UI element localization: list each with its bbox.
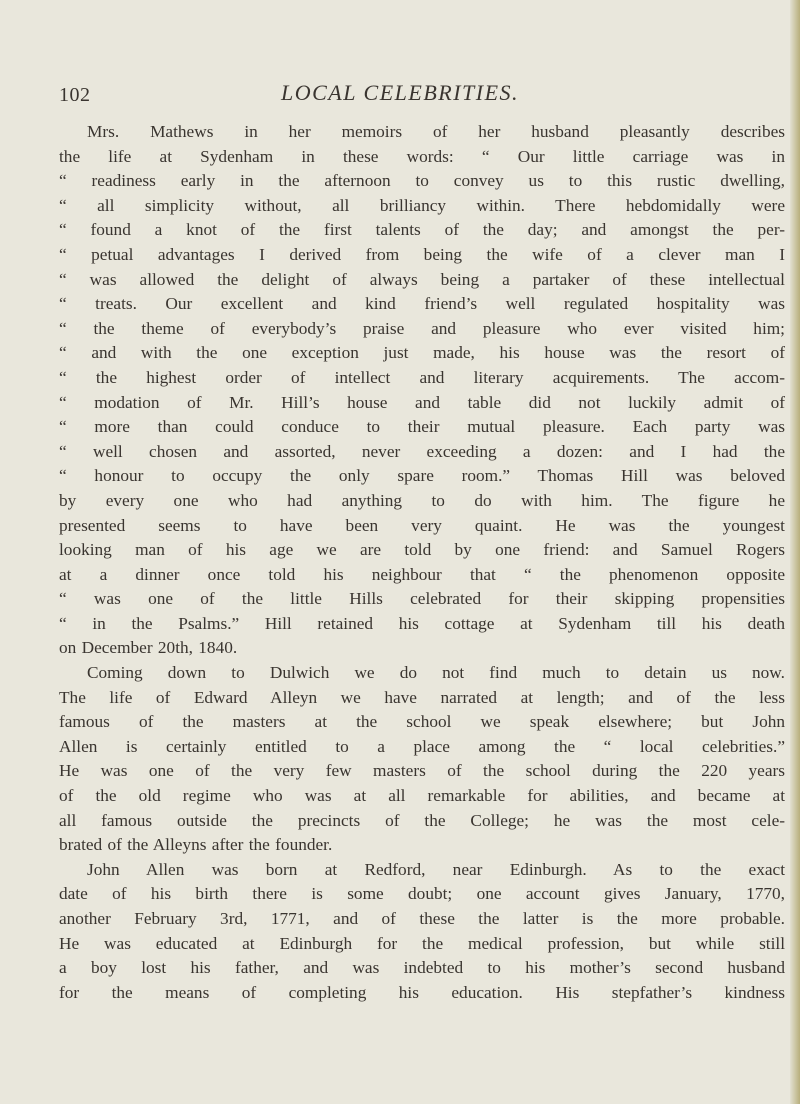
text-line: by every one who had anything to do with him. The figure he <box>59 490 785 510</box>
text-line: “ was allowed the delight of always being a partaker of these intellectual <box>59 269 785 289</box>
page-number: 102 <box>59 84 91 106</box>
text-line: “ more than could conduce to their mutual pleasure. Each party was <box>59 417 785 437</box>
text-line: looking man of his age we are told by one friend: and Samuel Rogers <box>59 540 785 560</box>
text-line: presented seems to have been very quaint. He was the youngest <box>59 515 785 535</box>
text-line: “ found a knot of the first talents of the day; and amongst the per- <box>59 220 785 240</box>
text-line: “ was one of the little Hills celebrated for their skipping propensities <box>59 589 785 609</box>
text-line: Coming down to Dulwich we do not find much to detain us now. <box>87 663 785 683</box>
text-line: “ in the Psalms.” Hill retained his cottage at Sydenham till his death <box>59 613 785 633</box>
text-line: “ all simplicity without, all brilliancy within. There hebdomidally were <box>59 195 785 215</box>
text-line: “ modation of Mr. Hill’s house and table did not luckily admit of <box>59 392 785 412</box>
text-line: Mrs. Mathews in her memoirs of her husband pleasantly describes <box>87 122 785 141</box>
text-line: “ treats. Our excellent and kind friend’s well regulated hospitality was <box>59 294 785 314</box>
text-line: at a dinner once told his neighbour that “ the phenomenon opposite <box>59 564 785 584</box>
text-line: for the means of completing his education. His stepfather’s kindness <box>59 982 785 1002</box>
text-line: “ and with the one exception just made, his house was the resort of <box>59 343 785 363</box>
text-line: famous of the masters at the school we speak elsewhere; but John <box>59 712 785 732</box>
text-line: “ the highest order of intellect and literary acquirements. The accom- <box>59 367 785 387</box>
text-line: “ well chosen and assorted, never exceeding a dozen: and I had the <box>59 441 785 461</box>
text-line: another February 3rd, 1771, and of these the latter is the more probable. <box>59 909 785 928</box>
text-line: a boy lost his father, and was indebted to his mother’s second husband <box>59 958 785 978</box>
text-line: “ honour to occupy the only spare room.” Thomas Hill was beloved <box>59 466 785 486</box>
text-line: all famous outside the precincts of the College; he was the most cele- <box>59 810 785 830</box>
text-line: The life of Edward Alleyn we have narrated at length; and of the less <box>59 687 785 707</box>
text-line: He was educated at Edinburgh for the medical profession, but while still <box>59 933 785 953</box>
text-line: “ the theme of everybody’s praise and pleasure who ever visited him; <box>59 318 785 338</box>
text-line: the life at Sydenham in these words: “ Our little carriage was in <box>59 146 785 166</box>
text-line: date of his birth there is some doubt; one account gives January, 1770, <box>59 884 785 904</box>
page-edge <box>790 0 800 1104</box>
text-line: brated of the Alleyns after the founder. <box>59 835 333 855</box>
text-line: on December 20th, 1840. <box>59 638 238 658</box>
text-line: He was one of the very few masters of the school during the 220 years <box>59 761 785 781</box>
text-line: John Allen was born at Redford, near Edinburgh. As to the exact <box>87 859 785 879</box>
text-line: “ petual advantages I derived from being the wife of a clever man I <box>59 244 785 264</box>
running-head: LOCAL CELEBRITIES. <box>280 80 520 105</box>
text-line: Allen is certainly entitled to a place among the “ local celebrities.” <box>59 736 785 756</box>
text-line: “ readiness early in the afternoon to convey us to this rustic dwelling, <box>59 171 785 191</box>
body-text <box>59 120 785 1005</box>
text-line: of the old regime who was at all remarkable for abilities, and became at <box>59 786 785 806</box>
